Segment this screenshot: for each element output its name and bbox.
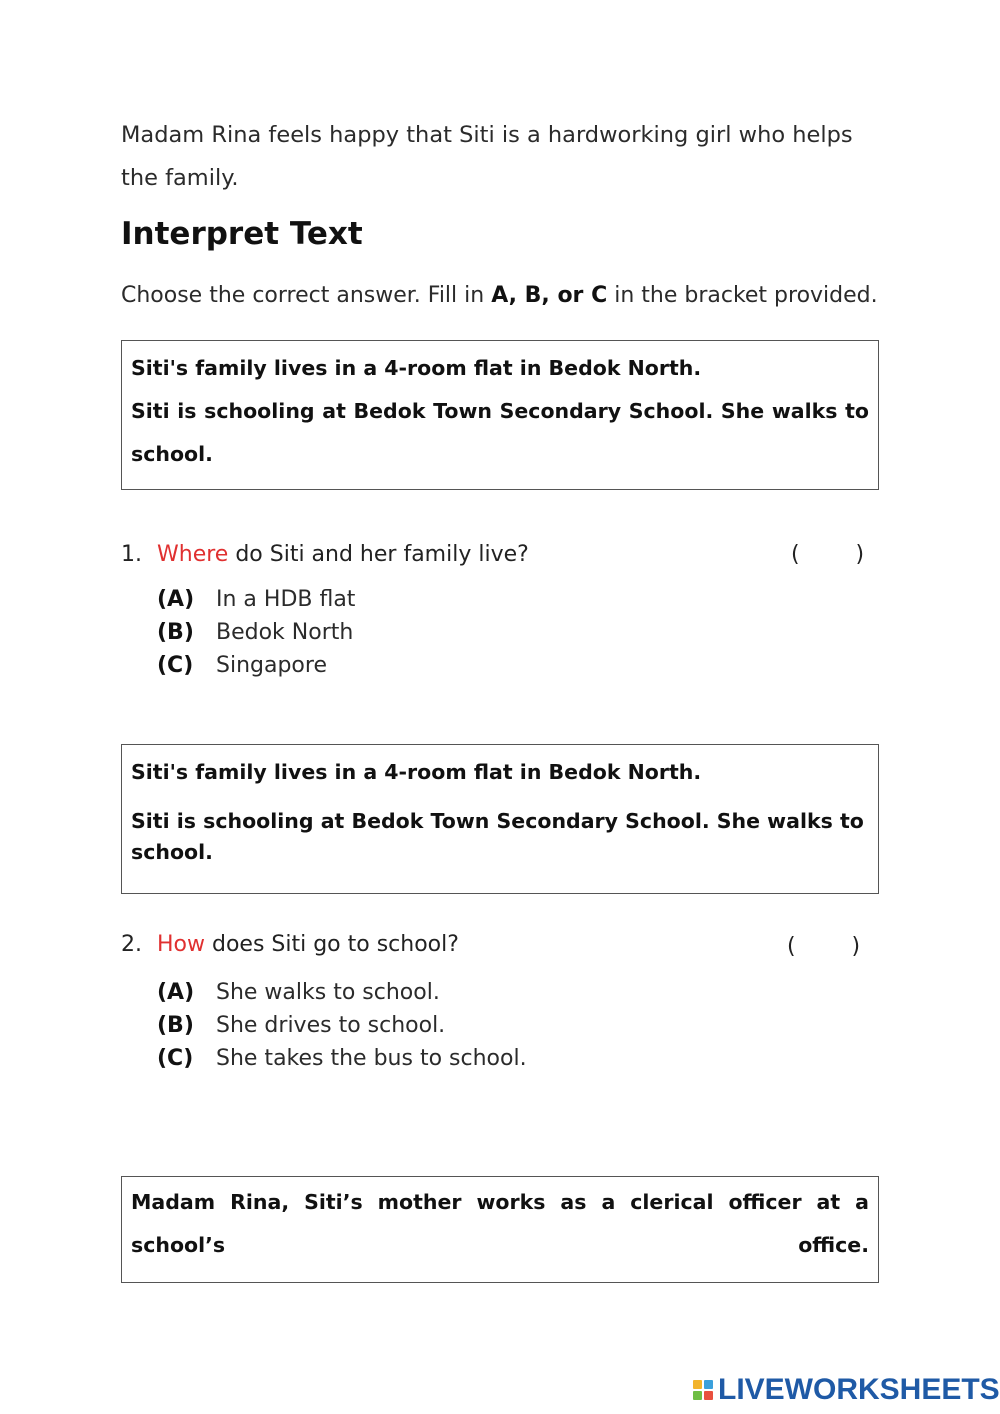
option-text: Bedok North bbox=[216, 620, 354, 645]
option-label: (B) bbox=[157, 1013, 194, 1038]
instructions-bold: A, B, or C bbox=[491, 283, 608, 308]
answer-bracket-1[interactable]: ( ) bbox=[791, 542, 865, 567]
option-a[interactable] bbox=[157, 587, 355, 612]
option-text: She takes the bus to school. bbox=[216, 1046, 527, 1071]
instructions bbox=[121, 283, 878, 308]
option-label: (C) bbox=[157, 653, 194, 678]
logo-square bbox=[704, 1380, 713, 1389]
option-a[interactable] bbox=[157, 980, 440, 1005]
option-label: (A) bbox=[157, 587, 195, 612]
intro-paragraph: Madam Rina feels happy that Siti is a hardworking girl who helps the family. bbox=[121, 122, 853, 191]
passage-line: Siti is schooling at Bedok Town Secondary School. She walks to school. bbox=[131, 399, 869, 466]
option-b[interactable] bbox=[157, 620, 353, 645]
option-label: (C) bbox=[157, 1046, 194, 1071]
option-text: In a HDB flat bbox=[216, 587, 356, 612]
option-label: (B) bbox=[157, 620, 194, 645]
option-text: She drives to school. bbox=[216, 1013, 446, 1038]
question-wh-word: Where bbox=[157, 542, 229, 567]
question-number: 2. bbox=[121, 932, 142, 957]
liveworksheets-logo bbox=[693, 1373, 1000, 1407]
option-text: Singapore bbox=[216, 653, 327, 678]
logo-text: LIVEWORKSHEETS bbox=[718, 1373, 1000, 1406]
passage-line: Siti's family lives in a 4-room flat in Bedok North. bbox=[131, 760, 702, 784]
option-b[interactable] bbox=[157, 1013, 445, 1038]
passage-line: Siti's family lives in a 4-room flat in Bedok North. bbox=[131, 356, 702, 380]
section-heading: Interpret Text bbox=[121, 216, 363, 252]
logo-square bbox=[693, 1391, 702, 1400]
logo-square bbox=[693, 1380, 702, 1389]
answer-bracket-2[interactable]: ( ) bbox=[787, 934, 861, 959]
question-number: 1. bbox=[121, 542, 142, 567]
option-text: She walks to school. bbox=[216, 980, 440, 1005]
passage-box bbox=[121, 1176, 879, 1283]
instructions-text-end: in the bracket provided. bbox=[607, 283, 878, 308]
liveworksheets-logo-icon bbox=[693, 1380, 713, 1400]
logo-square bbox=[704, 1391, 713, 1400]
passage-text: Madam Rina, Siti’s mother works as a clerical officer at a school’s office. bbox=[131, 1190, 869, 1257]
question-1 bbox=[121, 542, 529, 567]
question-text: does Siti go to school? bbox=[205, 932, 459, 957]
question-wh-word: How bbox=[157, 932, 205, 957]
passage-box bbox=[121, 744, 879, 894]
instructions-text: Choose the correct answer. Fill in bbox=[121, 283, 492, 308]
option-c[interactable] bbox=[157, 653, 327, 678]
question-2 bbox=[121, 932, 459, 957]
passage-line: Siti is schooling at Bedok Town Secondary School. She walks to school. bbox=[131, 809, 864, 864]
option-label: (A) bbox=[157, 980, 195, 1005]
option-c[interactable] bbox=[157, 1046, 527, 1071]
passage-box bbox=[121, 340, 879, 490]
question-text: do Siti and her family live? bbox=[228, 542, 529, 567]
